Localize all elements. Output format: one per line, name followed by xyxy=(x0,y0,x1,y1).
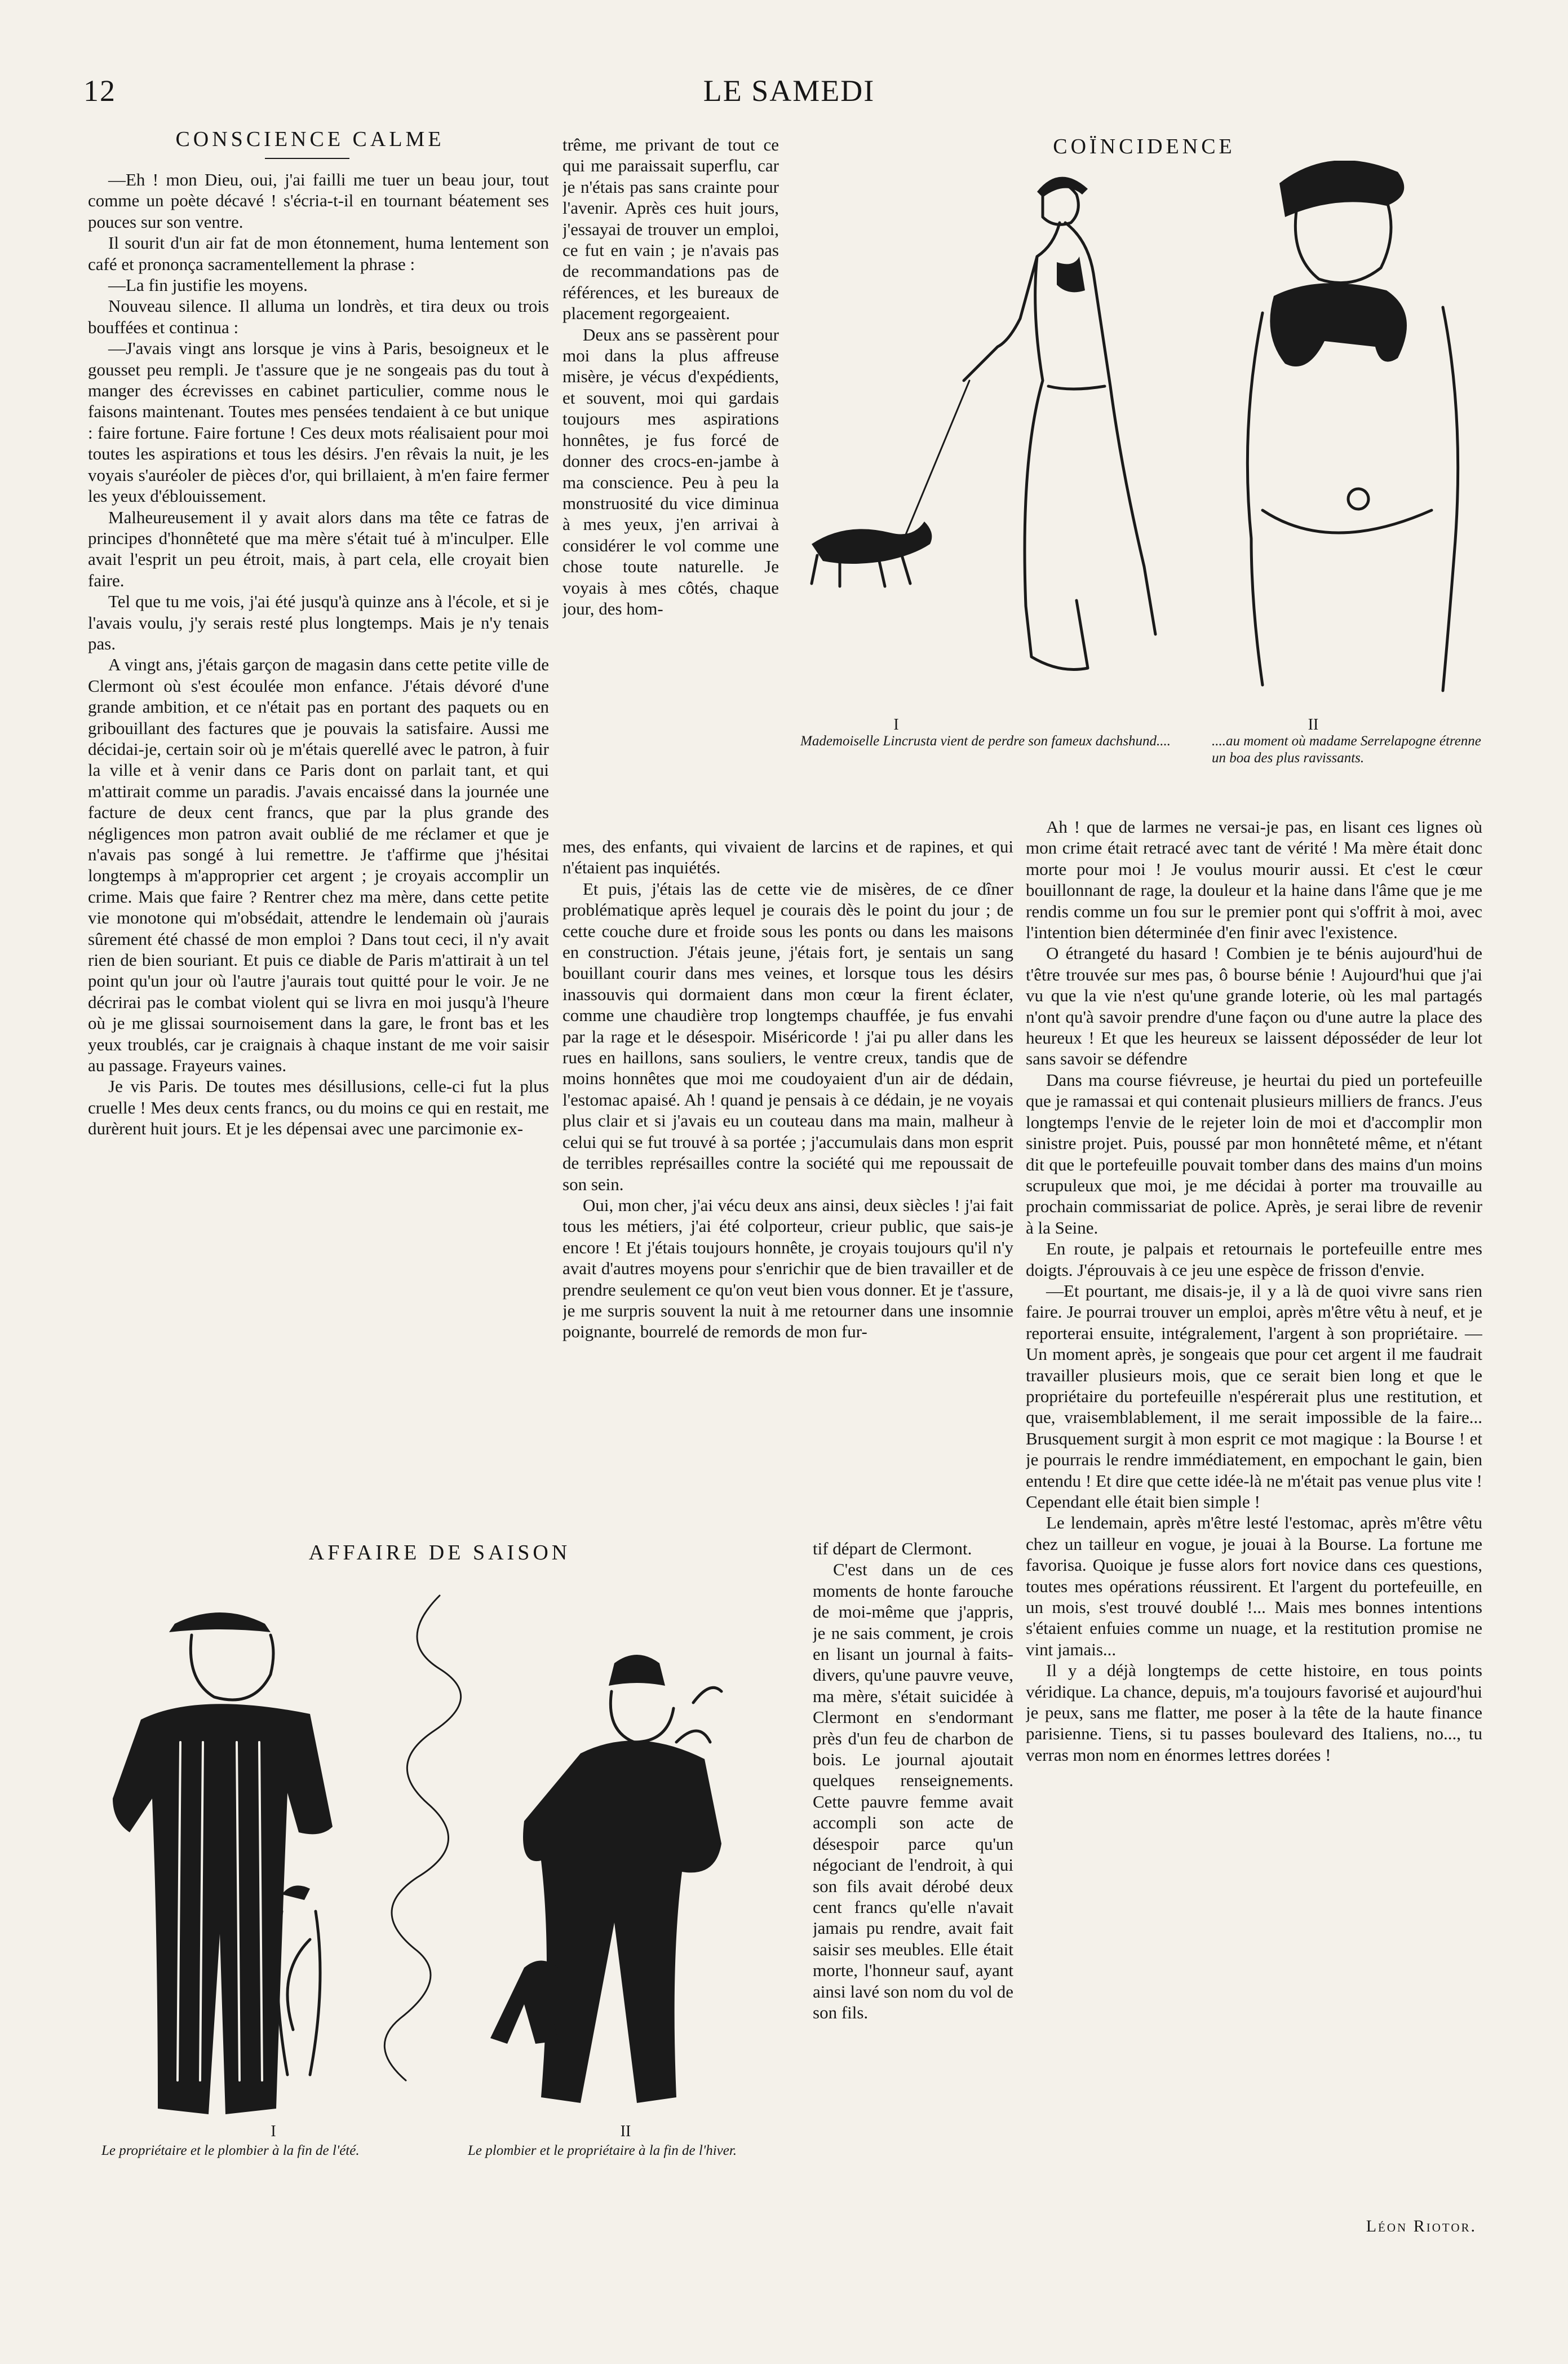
paragraph: A vingt ans, j'étais garçon de magasin dans cette petite ville de Clermont où s'est écoulée mon enfance. J'étais dévoré d'une grande ambition, et ce n'était pas en portant des paquets ou en gribouillant des factures que je pouvais la satisfaire. Aussi me décidai-je, certain soir où je m'étais querellé avec le patron, à fuir la ville et à venir dans ce Paris dont on parlait tant, et qui m'attirait comme un paradis. J'avais encaissé dans la journée une facture de deux cent francs, que par la plus grande des négligences mon patron avait oublié de me réclamer et que je n'avais pas songé à lui remettre. Je t'affirme que j'hésitai longtemps à m'approprier cet argent ; je croyais accomplir un crime. Mais que faire ? Rentrer chez ma mère, dans cette petite vie monotone qui m'obsédait, attendre le lendemain où j'aurais sûrement été chassé de mon emploi ? Dans tout ceci, il n'y avait rien de bien souriant. Et puis ce diable de Paris m'attirait à un tel point qu'un jour où l'autre j'aurais tout quitté pour le voir. Je ne décrirai pas le combat violent qui se livra en moi jusqu'à l'heure où je me glissai sournoisement dans la gare, le front bas et les yeux troublés, car je craignais à chaque instant de me voir saisir au passage. Frayeurs vaines. xyxy=(88,655,549,1076)
paragraph: O étrangeté du hasard ! Combien je te bénis aujourd'hui de t'être trouvée sur mes pas, ô bourse bénie ! Aujourd'hui que j'ai vu que la vie n'est qu'une grande loterie, où les mal partagés n'ont qu'à savoir prendre d'une façon ou d'une autre la place des heureux ! Et que les heureux se laissent déposséder de leur lot sans savoir se défendre xyxy=(1026,943,1482,1069)
paragraph: trême, me privant de tout ce qui me paraissait superflu, car je n'étais pas sans crainte pour l'avenir. Après ces huit jours, j'essayai de trouver un emploi, ce fut en vain ; je n'avais pas de recommandations pas de références, et les bureaux de placement regorgeaient. xyxy=(562,135,779,324)
paragraph: —Eh ! mon Dieu, oui, j'ai failli me tuer un beau jour, tout comme un poète décavé ! s'écria-t-il en tournant béatement ses pouces sur son ventre. xyxy=(88,170,549,232)
paragraph: Il y a déjà longtemps de cette histoire, en tous points véridique. La chance, depuis, m'a toujours favorisé et aujourd'hui je peux, sans me flatter, me poser à la tête de la haute finance parisienne. Tiens, si tu passes boulevard des Italiens, no..., tu verras mon nom en énormes lettres dorées ! xyxy=(1026,1660,1482,1765)
paragraph: Je vis Paris. De toutes mes désillusions, celle-ci fut la plus cruelle ! Mes deux cents francs, ou du moins ce qui en restait, me durèrent huit jours. Et je les dépensai avec une parcimonie ex- xyxy=(88,1076,549,1139)
paragraph: Deux ans se passèrent pour moi dans la plus affreuse misère, je vécus d'expédients, et souvent, moi qui gardais toujours mes aspirations honnêtes, je fus forcé de donner des crocs-en-jambe à ma conscience. Peu à peu la monstruosité du vice diminua à mes yeux, j'en arrivai à considérer le vol comme une chose toute naturelle. Je voyais à mes côtés, chaque jour, des hom- xyxy=(562,324,779,618)
coincidence-caption-2: ....au moment où madame Serrelapogne étrenne un boa des plus ravissants. xyxy=(1212,733,1481,766)
coincidence-numeral-1: I xyxy=(893,716,899,733)
affaire-numeral-2: II xyxy=(620,2123,631,2140)
paragraph: Tel que tu me vois, j'ai été jusqu'à quinze ans à l'école, et si je l'avais voulu, j'y serais resté plus longtemps. Mais je n'y tenais pas. xyxy=(88,591,549,653)
proprietor-and-plumber-drawing xyxy=(113,1612,333,2114)
affaire-illustration xyxy=(107,1573,800,2120)
paragraph: Dans ma course fiévreuse, je heurtai du pied un portefeuille que je ramassai et qui contenait plusieurs milliers de francs. J'eus longtemps l'envie de le rejeter loin de moi et d'accomplir mon sinistre projet. Puis, poussé par mon honnêteté même, et n'étant dit que le portefeuille pouvait tomber dans des mains d'un moins scrupuleux que moi, je me décidai à porter ma trouvaille au prochain commissariat de police. Après, je serai libre de revenir à la Seine. xyxy=(1026,1070,1482,1238)
article-column-1 xyxy=(88,169,549,1596)
paragraph: Ah ! que de larmes ne versai-je pas, en lisant ces lignes où mon crime était retracé avec tant de vérité ! Ma mère était donc morte pour moi ! Je voulus mourir aussi. Et c'est le cœur bouillonnant de rage, la douleur et la haine dans l'âme que je me rendis comme un fou sur le premier pont qui s'offrit à moi, avec l'intention bien déterminée d'en finir avec l'existence. xyxy=(1026,817,1482,943)
coincidence-numeral-2: II xyxy=(1308,716,1319,733)
article-column-2-middle xyxy=(562,836,1013,1538)
lady-with-dog-drawing xyxy=(812,177,1155,670)
paragraph: C'est dans un de ces moments de honte farouche de moi-même que j'appris, je ne sais comment, je crois en lisant un journal à faits-divers, qu'une pauvre veuve, ma mère, s'était suicidée à Clermont en s'endormant près d'un feu de charbon de bois. Le journal ajoutait quelques renseignements. Cette pauvre femme avait accompli son acte de désespoir parce qu'un négociant de l'endroit, à qui son fils avait dérobé deux cent francs qu'elle n'avait jamais pu rendre, avait fait saisir ses meubles. Elle était morte, l'honneur sauf, ayant ainsi lavé son nom du vol de son fils. xyxy=(813,1559,1013,2022)
paragraph: —La fin justifie les moyens. xyxy=(108,275,308,295)
header-rule xyxy=(83,117,1481,118)
paragraph: Malheureusement il y avait alors dans ma tête ce fatras de principes d'honnêteté que ma mère s'était tué à m'inculper. Elle avait l'esprit un peu étroit, mais, à part cela, elle croyait bien faire. xyxy=(88,507,549,590)
paragraph: Et puis, j'étais las de cette vie de misères, de ce dîner problématique après lequel je courais dès le point du jour ; de cette couche dure et froide sous les ponts ou dans les maisons en construction. J'étais jeune, j'étais fort, je sentais un sang bouillant courir dans mes veines, et lorsque tous les désirs inassouvis qui dormaient dans mon cœur la firent éclater, comme une chaudière trop longtemps chauffée, je fus envahi par la rage et le désespoir. Miséricorde ! j'ai pu aller dans les rues en haillons, sans souliers, le ventre creux, tandis que de moins honnêtes que moi me coudoyaient d'un air de dédain, l'estomac apaisé. Ah ! quand je pensais à ce dédain, je ne voyais plus clair et si j'avais eu un couteau dans ma main, malheur à celui qui se fut trouvé à sa portée ; j'accumulais dans mon esprit de terribles représailles contre la société qui me repoussait de son sein. xyxy=(562,878,1013,1194)
paragraph: —J'avais vingt ans lorsque je vins à Paris, besoigneux et le gousset peu rempli. Je t'assure que je ne songeais pas du tout à manger des écrevisses en cabinet particulier, comme nous le faisons maintenant. Toutes mes pensées tendaient à ce but unique : faire fortune. Faire fortune ! Ces deux mots réalisaient pour moi toutes les aspirations et tous les désirs. J'en rêvais la nuit, je les voyais s'auréoler de pièces d'or, qui brillaient, à m'en faire fermer les yeux d'éblouissement. xyxy=(88,338,549,506)
journal-title: LE SAMEDI xyxy=(703,74,875,108)
article-column-3 xyxy=(1026,816,1482,2175)
article-column-2-top xyxy=(562,134,779,833)
paragraph: Oui, mon cher, j'ai vécu deux ans ainsi, deux siècles ! j'ai fait tous les métiers, j'ai été colporteur, crieur public, que sais-je encore ! Et j'étais toujours honnête, je croyais toujours qu'il n'y avait d'autres moyens pour s'enrichir que de bien travailler et de prendre seulement ce qu'on veut bien vous donner. Et je t'assure, je me surpris souvent la nuit à me retourner dans une insomnie poignante, bourrelé de remords de mon fur- xyxy=(562,1195,1013,1342)
affaire-numeral-1: I xyxy=(271,2123,276,2140)
affaire-caption-1: Le propriétaire et le plombier à la fin de l'été. xyxy=(101,2143,360,2158)
paragraph: Le lendemain, après m'être lesté l'estomac, après m'être vêtu chez un tailleur en vogue, je jouai à la Bourse. La fortune me favorisa. Quoique je fusse alors fort novice dans ces questions, toutes mes opérations réussirent. Et l'argent du portefeuille, en un mois, s'est trouvé doublé !... Mais mes bonnes intentions s'étaient enfuies comme un nuage, et la restitution promise ne vint jamais... xyxy=(1026,1513,1482,1659)
title-underline xyxy=(265,158,349,159)
coincidence-illustration xyxy=(800,161,1488,710)
affaire-title: AFFAIRE DE SAISON xyxy=(308,1541,571,1565)
author-signature: Léon Riotor. xyxy=(1366,2217,1477,2235)
paragraph: —Et pourtant, me disais-je, il y a là de quoi vivre sans rien faire. Je pourrai trouver un emploi, après m'être vêtu à neuf, et je reporterai ensuite, intégralement, l'argent à son propriétaire. — Un moment après, je songeais que pour cet argent il me faudrait travailler plusieurs mois, que ce serait bien long et que le propriétaire du portefeuille n'espérerait plus une restitution, et que, vraisemblablement, il me serait impossible de la faire... Brusquement surgit à mon esprit ce mot magique : la Bourse ! et je pourrais le rendre immédiatement, en empochant le gain, bien entendu ! Et dire que cette idée-là ne m'était pas venue plus vite ! Cependant elle était bien simple ! xyxy=(1026,1280,1482,1512)
article-column-2-bottom xyxy=(813,1538,1013,2192)
paragraph: En route, je palpais et retournais le portefeuille entre mes doigts. J'éprouvais à ce jeu une espèce de frisson d'envie. xyxy=(1026,1239,1482,1280)
article-title: CONSCIENCE CALME xyxy=(175,127,445,151)
paragraph: mes, des enfants, qui vivaient de larcins et de rapines, et qui n'étaient pas inquiétés. xyxy=(562,837,1013,878)
coincidence-title: COÏNCIDENCE xyxy=(1053,135,1235,158)
coincidence-caption-1: Mademoiselle Lincrusta vient de perdre son fameux dachshund.... xyxy=(800,733,1171,749)
paragraph: tif départ de Clermont. xyxy=(813,1539,972,1558)
page-number: 12 xyxy=(83,74,116,108)
affaire-caption-2: Le plombier et le propriétaire à la fin de l'hiver. xyxy=(468,2143,737,2158)
paragraph: Il sourit d'un air fat de mon étonnement, huma lentement son café et prononça sacramentellement la phrase : xyxy=(88,233,549,274)
lady-with-boa-drawing xyxy=(1247,161,1458,691)
plumber-and-proprietor-drawing xyxy=(490,1655,721,2103)
paragraph: Nouveau silence. Il alluma un londrès, et tira deux ou trois bouffées et continua : xyxy=(88,296,549,337)
